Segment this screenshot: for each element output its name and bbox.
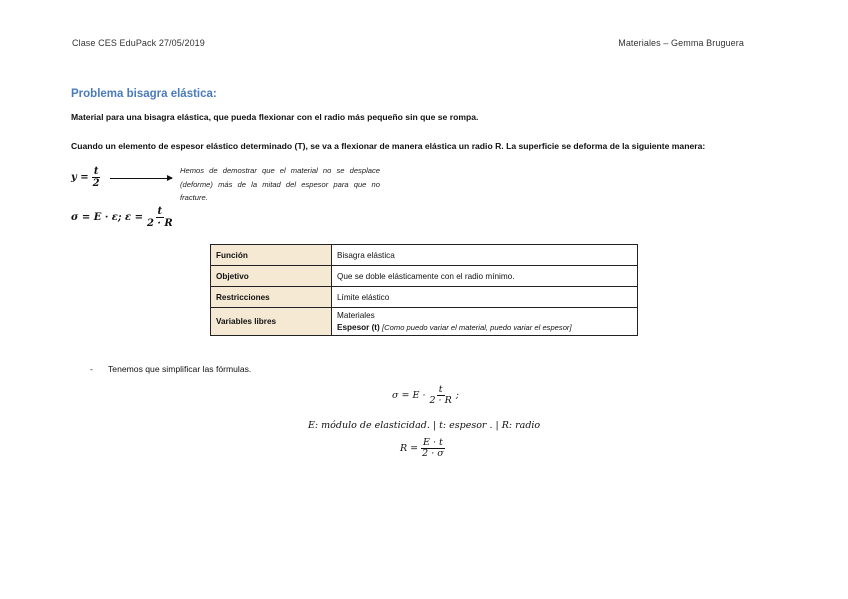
table-key: Objetivo [211,266,332,287]
table-key: Restricciones [211,287,332,308]
table-value: Que se doble elásticamente con el radio mínimo. [332,266,638,287]
formula-sigma-numerator: t [438,384,443,395]
formula-sigma-denominator: 2 · R [429,395,452,407]
bullet-text: Tenemos que simplificar las fórmulas. [108,364,252,374]
equation-sigma-lhs: σ = E · ε; ε = [71,212,143,223]
table-row [211,245,638,266]
formula-radius-denominator: 2 · σ [422,448,444,460]
page-title: Problema bisagra elástica: [71,88,217,100]
formula-sigma-tail: ; [455,390,459,402]
equation-sigma-fraction [145,206,175,229]
formula-radius-fraction [420,438,446,460]
paragraph-description: Cuando un elemento de espesor elástico determinado (T), se va a flexionar de manera elástica un radio R. La superficie se deforma de la siguiente manera: [71,141,706,151]
formula-legend: E: módulo de elasticidad. | t: espesor . | R: radio [308,420,541,431]
equation-sigma-denominator: 2 · R [146,218,173,229]
formula-sigma [392,385,459,407]
equation-y-denominator: 2 [92,178,100,189]
equation-y-lhs: y = [71,172,89,183]
equation-y [71,166,104,189]
formula-sigma-fraction [427,385,453,407]
table-key: Función [211,245,332,266]
arrow-right-icon [110,178,172,179]
equation-y-numerator: t [93,166,99,177]
formula-radius [400,438,448,460]
equation-sigma-numerator: t [157,206,163,217]
bullet-item [90,364,251,374]
equation-y-fraction [91,166,102,189]
paragraph-objective: Material para una bisagra elástica, que pueda flexionar con el radio más pequeño sin que se rompa. [71,112,479,122]
side-note: Hemos de demostrar que el material no se desplace (deforme) más de la mitad del espesor para que no fracture. [180,166,380,202]
table-value [332,308,638,336]
formula-sigma-lhs: σ = E · [392,390,426,402]
table-value-variable: Espesor (t) [337,323,380,332]
bullet-dash-icon: - [90,364,93,374]
formula-radius-lhs: R = [400,443,419,455]
table-row [211,266,638,287]
table-value-line2 [337,323,632,332]
table-row [211,308,638,336]
table-value: Bisagra elástica [332,245,638,266]
header-left: Clase CES EduPack 27/05/2019 [72,38,205,48]
design-table [210,244,638,336]
equation-sigma [71,206,177,229]
table-value-line1: Materiales [337,311,375,320]
table-key: Variables libres [211,308,332,336]
formula-radius-numerator: E · t [423,437,443,448]
table-value: Límite elástico [332,287,638,308]
header-right: Materiales – Gemma Bruguera [618,38,744,48]
table-value-note: [Como puedo variar el material, puedo variar el espesor] [382,323,572,332]
table-row [211,287,638,308]
